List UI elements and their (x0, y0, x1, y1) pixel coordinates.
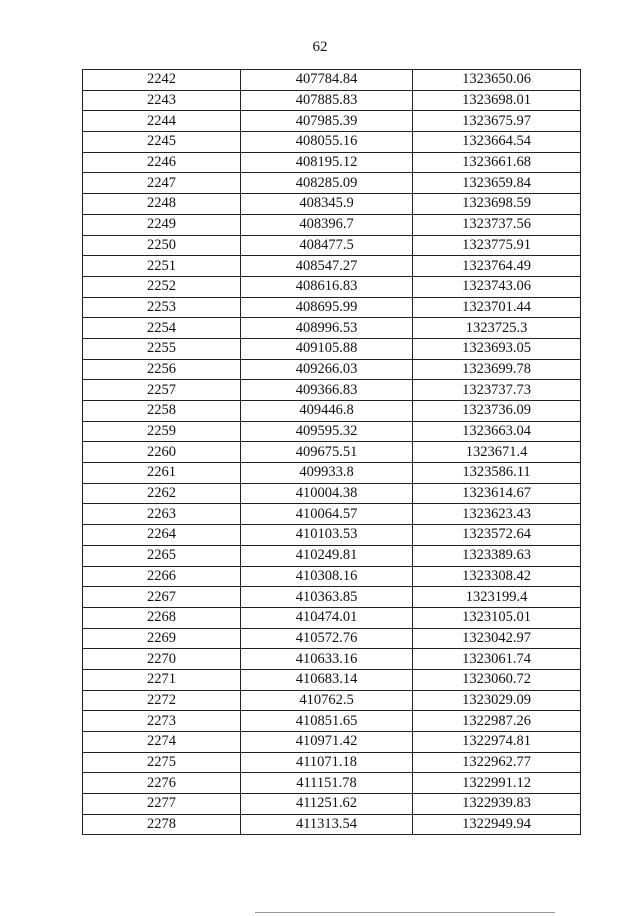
coordinates-table (82, 69, 581, 835)
y-coordinate-cell: 1323743.06 (413, 276, 581, 297)
x-coordinate-cell: 408055.16 (241, 132, 413, 153)
table-row (83, 732, 581, 753)
table-row (83, 173, 581, 194)
point-number-cell: 2276 (83, 773, 241, 794)
point-number-cell: 2266 (83, 566, 241, 587)
y-coordinate-cell: 1322949.94 (413, 814, 581, 835)
table-row (83, 132, 581, 153)
x-coordinate-cell: 410474.01 (241, 607, 413, 628)
y-coordinate-cell: 1322939.83 (413, 794, 581, 815)
point-number-cell: 2254 (83, 318, 241, 339)
point-number-cell: 2253 (83, 297, 241, 318)
table-row (83, 235, 581, 256)
table-row (83, 70, 581, 91)
y-coordinate-cell: 1323698.01 (413, 90, 581, 111)
table-row (83, 338, 581, 359)
table-row (83, 690, 581, 711)
point-number-cell: 2269 (83, 628, 241, 649)
x-coordinate-cell: 408547.27 (241, 256, 413, 277)
x-coordinate-cell: 407784.84 (241, 70, 413, 91)
y-coordinate-cell: 1322974.81 (413, 732, 581, 753)
x-coordinate-cell: 410762.5 (241, 690, 413, 711)
y-coordinate-cell: 1323029.09 (413, 690, 581, 711)
point-number-cell: 2270 (83, 649, 241, 670)
x-coordinate-cell: 410064.57 (241, 504, 413, 525)
y-coordinate-cell: 1323675.97 (413, 111, 581, 132)
point-number-cell: 2242 (83, 70, 241, 91)
page-number: 62 (312, 39, 328, 55)
table-row (83, 773, 581, 794)
point-number-cell: 2268 (83, 607, 241, 628)
x-coordinate-cell: 410004.38 (241, 483, 413, 504)
point-number-cell: 2257 (83, 380, 241, 401)
y-coordinate-cell: 1323737.73 (413, 380, 581, 401)
table-row (83, 90, 581, 111)
y-coordinate-cell: 1323725.3 (413, 318, 581, 339)
point-number-cell: 2259 (83, 421, 241, 442)
point-number-cell: 2252 (83, 276, 241, 297)
x-coordinate-cell: 409446.8 (241, 401, 413, 422)
table-row (83, 483, 581, 504)
x-coordinate-cell: 408695.99 (241, 297, 413, 318)
x-coordinate-cell: 411071.18 (241, 752, 413, 773)
table-row (83, 359, 581, 380)
x-coordinate-cell: 410971.42 (241, 732, 413, 753)
table-body (83, 70, 581, 835)
point-number-cell: 2263 (83, 504, 241, 525)
y-coordinate-cell: 1323060.72 (413, 669, 581, 690)
point-number-cell: 2249 (83, 214, 241, 235)
x-coordinate-cell: 410103.53 (241, 525, 413, 546)
table-row (83, 545, 581, 566)
point-number-cell: 2271 (83, 669, 241, 690)
point-number-cell: 2261 (83, 463, 241, 484)
table-row (83, 276, 581, 297)
table-row (83, 463, 581, 484)
point-number-cell: 2246 (83, 152, 241, 173)
table-row (83, 587, 581, 608)
table-row (83, 711, 581, 732)
x-coordinate-cell: 411151.78 (241, 773, 413, 794)
y-coordinate-cell: 1323663.04 (413, 421, 581, 442)
y-coordinate-cell: 1322962.77 (413, 752, 581, 773)
y-coordinate-cell: 1322991.12 (413, 773, 581, 794)
point-number-cell: 2251 (83, 256, 241, 277)
x-coordinate-cell: 408345.9 (241, 194, 413, 215)
point-number-cell: 2265 (83, 545, 241, 566)
y-coordinate-cell: 1323693.05 (413, 338, 581, 359)
point-number-cell: 2262 (83, 483, 241, 504)
point-number-cell: 2267 (83, 587, 241, 608)
table-row (83, 814, 581, 835)
point-number-cell: 2277 (83, 794, 241, 815)
x-coordinate-cell: 408996.53 (241, 318, 413, 339)
x-coordinate-cell: 411251.62 (241, 794, 413, 815)
point-number-cell: 2256 (83, 359, 241, 380)
table-row (83, 669, 581, 690)
table-row (83, 297, 581, 318)
table-row (83, 194, 581, 215)
point-number-cell: 2278 (83, 814, 241, 835)
y-coordinate-cell: 1323701.44 (413, 297, 581, 318)
table-row (83, 752, 581, 773)
x-coordinate-cell: 409105.88 (241, 338, 413, 359)
x-coordinate-cell: 410572.76 (241, 628, 413, 649)
table-row (83, 504, 581, 525)
x-coordinate-cell: 410633.16 (241, 649, 413, 670)
table-row (83, 380, 581, 401)
y-coordinate-cell: 1323061.74 (413, 649, 581, 670)
table-row (83, 794, 581, 815)
y-coordinate-cell: 1323614.67 (413, 483, 581, 504)
y-coordinate-cell: 1323661.68 (413, 152, 581, 173)
table-row (83, 628, 581, 649)
table-row (83, 111, 581, 132)
table-row (83, 525, 581, 546)
y-coordinate-cell: 1323775.91 (413, 235, 581, 256)
x-coordinate-cell: 407985.39 (241, 111, 413, 132)
point-number-cell: 2274 (83, 732, 241, 753)
table-row (83, 214, 581, 235)
point-number-cell: 2255 (83, 338, 241, 359)
y-coordinate-cell: 1323699.78 (413, 359, 581, 380)
point-number-cell: 2264 (83, 525, 241, 546)
y-coordinate-cell: 1323308.42 (413, 566, 581, 587)
point-number-cell: 2272 (83, 690, 241, 711)
x-coordinate-cell: 410683.14 (241, 669, 413, 690)
y-coordinate-cell: 1322987.26 (413, 711, 581, 732)
y-coordinate-cell: 1323199.4 (413, 587, 581, 608)
point-number-cell: 2250 (83, 235, 241, 256)
table-row (83, 442, 581, 463)
y-coordinate-cell: 1323671.4 (413, 442, 581, 463)
x-coordinate-cell: 408285.09 (241, 173, 413, 194)
y-coordinate-cell: 1323650.06 (413, 70, 581, 91)
x-coordinate-cell: 410249.81 (241, 545, 413, 566)
x-coordinate-cell: 409933.8 (241, 463, 413, 484)
y-coordinate-cell: 1323698.59 (413, 194, 581, 215)
point-number-cell: 2247 (83, 173, 241, 194)
x-coordinate-cell: 408195.12 (241, 152, 413, 173)
x-coordinate-cell: 409595.32 (241, 421, 413, 442)
y-coordinate-cell: 1323586.11 (413, 463, 581, 484)
point-number-cell: 2245 (83, 132, 241, 153)
x-coordinate-cell: 409266.03 (241, 359, 413, 380)
table-row (83, 401, 581, 422)
x-coordinate-cell: 410363.85 (241, 587, 413, 608)
point-number-cell: 2258 (83, 401, 241, 422)
x-coordinate-cell: 409366.83 (241, 380, 413, 401)
point-number-cell: 2243 (83, 90, 241, 111)
point-number-cell: 2273 (83, 711, 241, 732)
y-coordinate-cell: 1323736.09 (413, 401, 581, 422)
point-number-cell: 2260 (83, 442, 241, 463)
x-coordinate-cell: 411313.54 (241, 814, 413, 835)
table-row (83, 607, 581, 628)
y-coordinate-cell: 1323664.54 (413, 132, 581, 153)
x-coordinate-cell: 410308.16 (241, 566, 413, 587)
x-coordinate-cell: 409675.51 (241, 442, 413, 463)
y-coordinate-cell: 1323737.56 (413, 214, 581, 235)
x-coordinate-cell: 408616.83 (241, 276, 413, 297)
table-row (83, 256, 581, 277)
x-coordinate-cell: 407885.83 (241, 90, 413, 111)
table-row (83, 318, 581, 339)
table-row (83, 152, 581, 173)
x-coordinate-cell: 410851.65 (241, 711, 413, 732)
y-coordinate-cell: 1323659.84 (413, 173, 581, 194)
y-coordinate-cell: 1323764.49 (413, 256, 581, 277)
x-coordinate-cell: 408396.7 (241, 214, 413, 235)
point-number-cell: 2275 (83, 752, 241, 773)
y-coordinate-cell: 1323389.63 (413, 545, 581, 566)
y-coordinate-cell: 1323042.97 (413, 628, 581, 649)
bottom-divider (255, 912, 555, 913)
table-row (83, 649, 581, 670)
y-coordinate-cell: 1323572.64 (413, 525, 581, 546)
point-number-cell: 2244 (83, 111, 241, 132)
table-row (83, 566, 581, 587)
y-coordinate-cell: 1323623.43 (413, 504, 581, 525)
table-row (83, 421, 581, 442)
y-coordinate-cell: 1323105.01 (413, 607, 581, 628)
x-coordinate-cell: 408477.5 (241, 235, 413, 256)
point-number-cell: 2248 (83, 194, 241, 215)
